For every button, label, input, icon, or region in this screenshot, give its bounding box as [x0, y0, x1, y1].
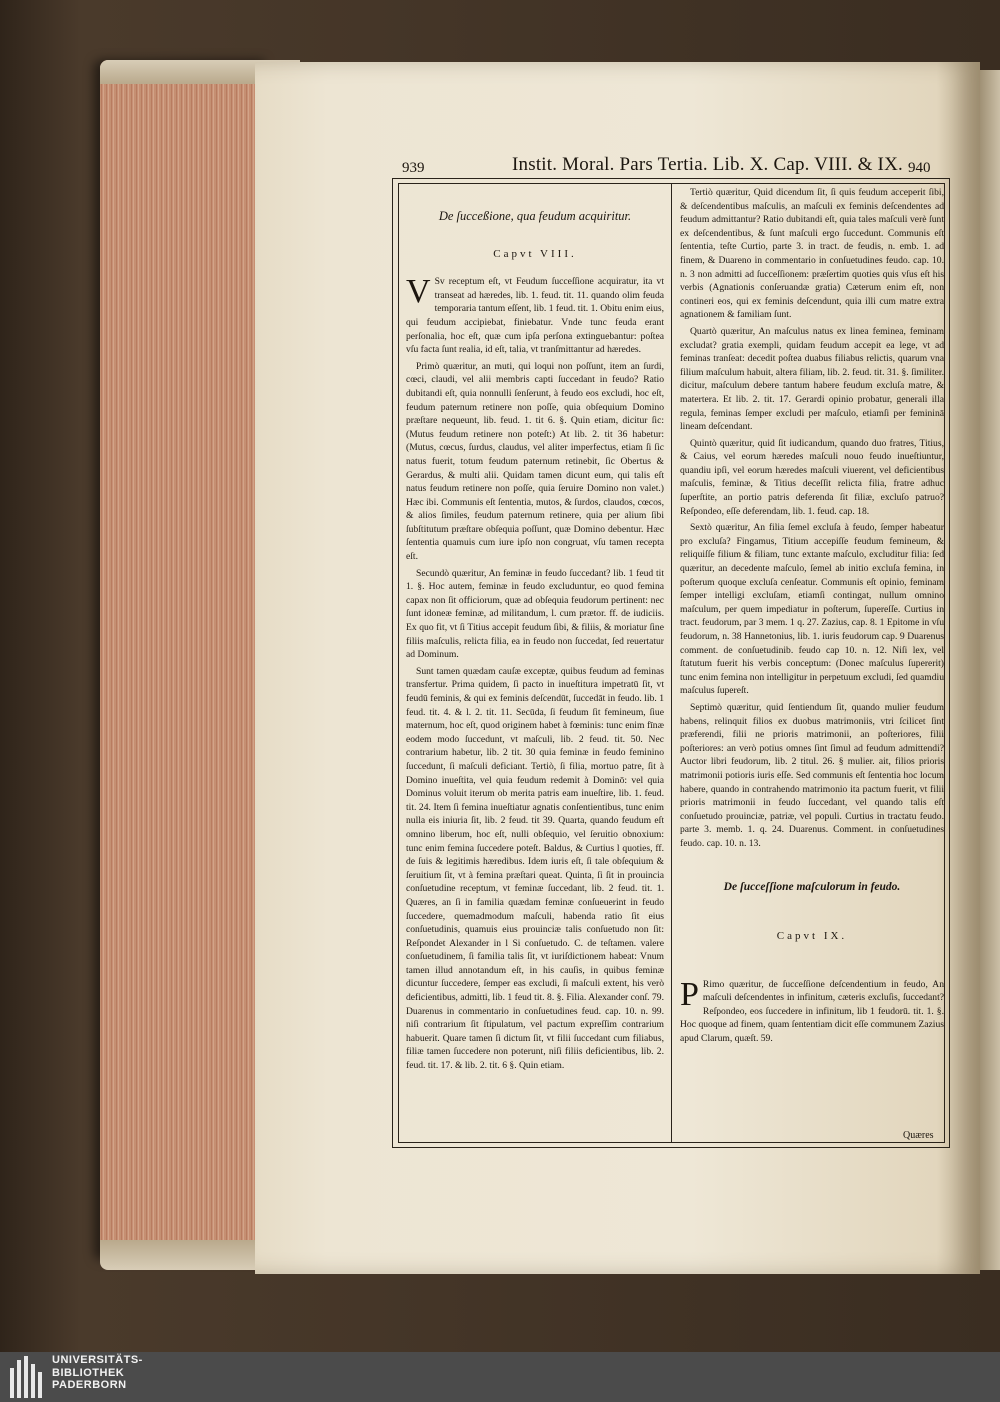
library-logo-icon	[10, 1356, 46, 1398]
column-divider	[671, 183, 672, 1143]
section-title-male-succession: De ſucceſſione maſculorum in feudo.	[723, 880, 901, 893]
left-column	[406, 200, 664, 1076]
drop-capital: P	[680, 975, 699, 1013]
drop-capital: V	[406, 273, 431, 311]
paragraph: Septimò quæritur, quid ſentiendum ſit, quando mulier feudum habens, relinquit filios ex duobus matrimoniis, vtri ſcilicet ſint præferendi, filii ne prioris matrimonii, an poſteriores, filii poſteriores: an verò potius omnes ſint ſimul ad feudum admittendi? Auctor libri feudorum, lib. 2 titul. 26. § mulier. ait, filios prioris matrimonii potioris iuris eſſe. Sed communis eſt ſententia hoc locum habere, quando in contrahendo matrimonio ita pactum fuerit, vt filii prioris matrimonii in feudo ſuccedant, vel quando talis eſt conſuetudo prouinciæ, patriæ, vel populi. Curtius in tractatu feudo. parte 3. memb. 1. q. 24. Duarenus. Comment. in conſuetudines feudo. cap. 10. n. 13.	[680, 701, 944, 849]
opening-paragraph	[406, 275, 664, 357]
chapter-heading-ix: Capvt IX.	[776, 930, 848, 943]
running-head: Instit. Moral. Pars Tertia. Lib. X. Cap. VIII. & IX.	[512, 154, 903, 175]
book-fore-edge	[100, 60, 270, 1260]
paragraph: Primò quæritur, an muti, qui loqui non poſſunt, item an ſurdi, cœci, claudi, vel alii membris capti ſuccedant in feudo? Ratio dubitandi eſt, quia nonnulli ſenſerunt, à feudo eos excludi, hoc eſt, feudum paternum retinere non poſſe, quia obſequium Domino præſtare nequeunt, lib. feud. 1. tit 6. §. Quin etiam, dicitur ſic: (Mutus feudum retinere non poteſt:) At lib. 2. tit 36 habetur: (Mutus, cœcus, ſurdus, claudus, vel aliter imperfectus, etiam ſi ſic natus fuerit, totum feudum paternum retinebit, ſic Obertus & Gerardus, & multi alii. Quidam tamen dicunt eum, qui talis eſt natus feudum retinere non poſſe, quia ſeruire Domino non valet.) Hæc ibi. Communis eſt ſententia, mutos, & ſurdos, claudos, cœcos, & alios ſimiles, feudum paternum retinere, quia per alium ſibi ſubſtitutum præſtare obſequia poſſunt, quæ Domino debentur. Hæc ſententia quamuis cum iure ipſo non congruat, vſu tamen recepta eſt.	[406, 360, 664, 563]
library-name	[52, 1354, 143, 1392]
page-number-right: 940	[908, 160, 931, 176]
paragraph: Secundò quæritur, An feminæ in feudo ſuccedant? lib. 1 feud tit 1. §. Hoc autem, feminæ in feudo excluduntur, eo quod femina capax non ſit officiorum, quæ ad obſequia feudorum pertinent: nec ſunt idoneæ feminæ, ad militandum, l. cum prætor. ff. de iudiciis. Ex quo fit, vt ſi Titius accepit feudum ſibi, & filiis, & moriatur ſine filiis maſculis, relicta filia, ea in feudo non ſuccedat, ſed reuertatur ad Dominum.	[406, 567, 664, 661]
library-name-line: BIBLIOTHEK	[52, 1366, 125, 1379]
catchword: Quæres	[903, 1130, 934, 1141]
paragraph: Sunt tamen quædam cauſæ exceptæ, quibus feudum ad feminas transfertur. Prima quidem, ſi pacto in inueſtitura impetratū ſit, vt feudū feminis, & qui ex feminis deſcendūt, ſuccedāt in feudo. lib. 1 feud. tit. 4. & l. 2. tit. 11. Secūda, ſi feudum ſit femineum, ſiue maternum, hoc eſt, quod originem habet à fœminis: tunc enim fīnæ eodem modo ſuccedunt, vt maſculi, lib. 2 feud. tit. 50. Nec contrarium habetur, lib. 2 tit. 30 quia feminæ in feudo feminino ſuccedunt, ſi maſculi deficiant. Tertiò, ſi filia, mortuo patre, ſit à Domino inueſtita, vel quia feudum redemit à Dominō: vel quia Dominus voluit iterum ob merita patris eam inueſtire, lib. 1. feud. tit. 24. Item ſi femina inueſtiatur agnatis conſentientibus, tunc enim nulla eis iniuria ſit, lib. 2 feud. tit 39. Quarta, quando feudum eſt omnino liberum, hoc eſt, nulli obſequio, vel ſeruitio obnoxium: tunc enim femina ſuccedere poteſt. Baldus, & Curtius l quoties, ff. de ſuis & legitimis hæredibus. Idem iuris eſt, ſi tale obſequium & ſeruitium ſit, vt à femina præſtari queat. Quinta, ſi ſit in prouincia conſuetudine receptum, vt feminæ ſuccedant, lib. 2 feud. tit. 1. Quæres, an ſi in familia quædam feminæ conſueuerint in feudo ſuccedere, quemadmodum maſculi, habenda ratio ſit eius conſuetudinis, quamuis eius prouinciæ talis conſuetudo non ſit: Reſpondet Alexander in l Si conſuetudo. C. de teſtamen. valere conſuetudinem, ſi familia talis ſit, vt iuriſdictionem habeat: Vnum tamen illud annotandum eſt, in his cauſis, in quibus feminæ dicuntur ſuccedere, ſemper eas excludi, ſi maſculi extent, his verò deficientibus, admitti, lib. 1 feud tit. 8. §. Filia. Alexander conſ. 79. Duarenus in commentario in conſuetudines feud. cap. 10. n. 99. niſi contrarium ſit ſtipulatum, vel pactum expreſſim contrarium habuerit. Quare tamen ſi dictum ſit, vt filii ſuccedant cum filiabus, filiæ tamen ſuccedere non poterunt, niſi filiis deficientibus, lib. 2. feud. tit. 17. & lib. 2. tit. 6 §. Quin etiam.	[406, 665, 664, 1072]
library-name-line: PADERBORN	[52, 1379, 127, 1391]
paragraph: Quintò quæritur, quid ſit iudicandum, quando duo fratres, Titius, & Caius, vel eorum hæredes maſculi nouo feudo inueſtiuntur, quandiu ipſi, vel eorum hæredes maſculi viuerent, vel deficientibus maſculis, feminæ, & Titius deceſſit relicta filia, fratre adhuc ſuperſtite, an portio patris deferenda ſit filiæ, excluſo patruo? Reſpondeo, eſſe deferendam, lib. 1. feud. cap. 18.	[680, 437, 944, 517]
paragraph: Rimo quæritur, de ſucceſſione deſcendentium in feudo, An maſculi deſcendentes in infinitum, cæteris excluſis, ſuccedant? Reſpondeo, eos ſuccedere in infinitum, lib 1 feudorū. tit. 1. §. Hoc quoque ad finem, quam ſententiam dicit eſſe communem Zazius apud Clarum, quæſt. 59.	[680, 978, 944, 1045]
section-title-succession: De ſucceßione, qua feudum acquiritur.	[438, 209, 632, 223]
chapter-heading-viii: Capvt VIII.	[493, 247, 577, 260]
paragraph: Sv receptum eſt, vt Feudum ſucceſſione acquiratur, ita vt transeat ad hæredes, lib. 1. feud. tit. 11. quando olim feuda temporaria tantum eſſent, lib. 1 feud. tit. 1. Obitu enim eius, qui feudum accipiebat, finiebatur. Vnde tunc feuda erant perſonalia, hoc eſt, quæ cum ipſa perſona extinguebantur: poſtea vſu facta ſunt realia, id eſt, talia, vt tranſmittantur ad hæredes.	[406, 276, 664, 356]
paragraph: Sextò quæritur, An filia ſemel excluſa à feudo, ſemper habeatur pro excluſa? Fingamus, Titium accepiſſe feudum femineum, & reliquiſſe filium & filiam, tunc extante maſculo, excluditur filia: ſed quæritur, an decedente maſculo, ſemel ab initio excluſa femina, in poſterum quoque excluſa cenſeatur. Communis eſt opinio, feminam ſemper intelligi excluſam, etiamſi contingat, nullum omnino maſculum, per quem impediatur in poſterum, ſupereſſe. Curtius in tract. feudorum, par 3 mem. 1 q. 27. Zazius, cap. 8. 1 Epitome in vſu feudorum, n. 38 Hannetonius, lib. 1. iuris feudorum cap. 9 Duarenus comment. de conſuetudinib. feudo cap 10. n. 12. Niſi lex, vel ſtatutum fuerit his verbis conceptum: (Donec maſculus ſupererit) tunc enim femina non intelligitur in perpetuum excludi, ſed quamdiu maſculus ſupereſt.	[680, 522, 944, 697]
paragraph: Quartò quæritur, An maſculus natus ex linea feminea, feminam excludat? gratia exempli, quidam feudum accepit ea lege, vt ad feminas tranſeat: decedit poſtea duabus filiabus relictis, quarum vna filium maſculum habuit, altera filiam, lib. 2. feud. tit. 31. §. ſimiliter. dicitur, maſculum debere tantum habere feudum excluſa matre, & matertera. Et lib. 2. tit. 17. Gerardi opinio probatur, generali illa regula, feminas ſemper excludi per maſculo, etiamſi per femininā lineam deſcendant.	[680, 325, 944, 433]
library-footer-bar	[0, 1352, 1000, 1402]
library-name-line: UNIVERSITÄTS-	[52, 1354, 143, 1366]
chapter-ix-opening	[680, 975, 944, 1046]
paragraph: Tertiò quæritur, Quid dicendum ſit, ſi quis feudum acceperit ſibi, & deſcendentibus maſculis, an maſculi ex feminis deſcendentes ad feudum admittantur? Ratio dubitandi eſt, quia tales maſculi verè ſunt ex deſcendentibus, & ſunt maſculi ergo ſuccedunt. Communis eſt ſententia, teſte Curtio, parte 3. in tract. de feudis, n. emb. 1. ad finem, & Duareno in commentario in conſuetudines feudo. cap. 10. n. 3 non admitti ad ſucceſſionem: præſertim quoties quis vſus eſt his verbis (Agnationis conſeruandæ gratia) Cæterum enim eſt, non contineri eos, qui ex feminis deſcendunt, quia illi cum matre extra agnationem & familiam ſunt.	[680, 187, 944, 321]
page-number-left: 939	[402, 160, 425, 176]
facing-page-edge	[978, 70, 1000, 1270]
right-column	[680, 186, 944, 1049]
